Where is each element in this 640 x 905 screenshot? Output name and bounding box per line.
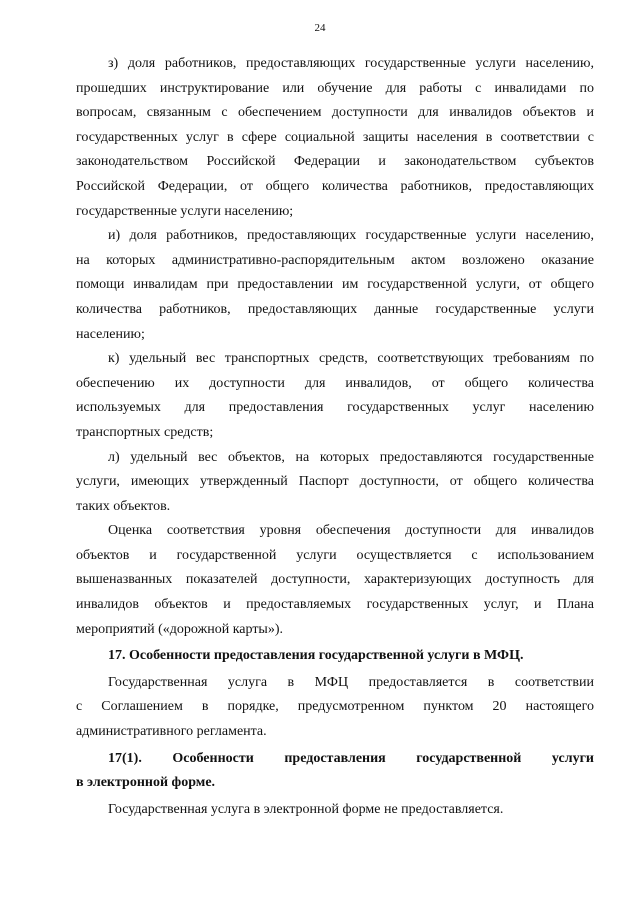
text-line: государственные услуги населению;: [76, 203, 294, 219]
text-line: прошедших инструктирование или обучение для работы с инвалидами по: [76, 80, 594, 96]
page-number: 24: [314, 22, 326, 34]
heading-line: в электронной форме.: [76, 775, 216, 791]
text-line: вышеназванных показателей доступности, характеризующих доступность для: [76, 572, 594, 588]
paragraph-k: [76, 347, 594, 445]
text-line: населению;: [76, 326, 145, 342]
section-heading-17-1: [76, 747, 594, 796]
text-line: услуги, имеющих утвержденный Паспорт доступности, от общего количества: [76, 474, 594, 490]
text-line: к) удельный вес транспортных средств, соответствующих требованиям по: [108, 351, 594, 367]
text-line: объектов и государственной услуги осуществляется с использованием: [76, 547, 594, 563]
text-line: вопросам, связанным с обеспечением доступности для инвалидов объектов и: [76, 105, 594, 121]
text-line: Российской Федерации, от общего количества работников, предоставляющих: [76, 178, 594, 194]
paragraph-i: [76, 224, 594, 347]
text-line: законодательством Российской Федерации и законодательством субъектов: [76, 154, 594, 170]
paragraph-17-1: Государственная услуга в электронной форме не предоставляется.: [108, 801, 504, 817]
text-line: таких объектов.: [76, 498, 171, 514]
document-body: [76, 52, 594, 822]
text-line: транспортных средств;: [76, 424, 214, 440]
text-line: обеспечению их доступности для инвалидов, от общего количества: [76, 375, 594, 391]
text-line: инвалидов объектов и предоставляемых государственных услуг, и Плана: [76, 597, 594, 613]
text-line: количества работников, предоставляющих данные государственные услуги: [76, 301, 594, 317]
text-line: на которых административно-распорядительным актом возложено оказание: [76, 252, 594, 268]
text-line: административного регламента.: [76, 724, 267, 740]
text-line: помощи инвалидам при предоставлении им государственной услуги, от общего: [76, 277, 594, 293]
text-line: з) доля работников, предоставляющих государственные услуги населению,: [108, 56, 594, 71]
text-line: с Соглашением в порядке, предусмотренном пунктом 20 настоящего: [76, 699, 594, 715]
text-line: л) удельный вес объектов, на которых предоставляются государственные: [108, 449, 594, 465]
heading-line: 17(1). Особенности предоставления государственной услуги: [108, 750, 594, 766]
text-line: Оценка соответствия уровня обеспечения доступности для инвалидов: [108, 523, 594, 539]
text-line: мероприятий («дорожной карты»).: [76, 621, 283, 637]
text-line: используемых для предоставления государственных услуг населению: [76, 400, 594, 416]
text-line: и) доля работников, предоставляющих государственные услуги населению,: [108, 228, 594, 244]
paragraph-l: [76, 446, 594, 520]
paragraph-17: [76, 671, 594, 745]
text-line: Государственная услуга в МФЦ предоставляется в соответствии: [108, 674, 594, 690]
section-heading-17: 17. Особенности предоставления государственной услуги в МФЦ.: [108, 648, 524, 664]
paragraph-assessment: [76, 519, 594, 642]
paragraph-z: [76, 52, 594, 224]
text-line: государственных услуг в сфере социальной защиты населения в соответствии с: [76, 129, 594, 145]
